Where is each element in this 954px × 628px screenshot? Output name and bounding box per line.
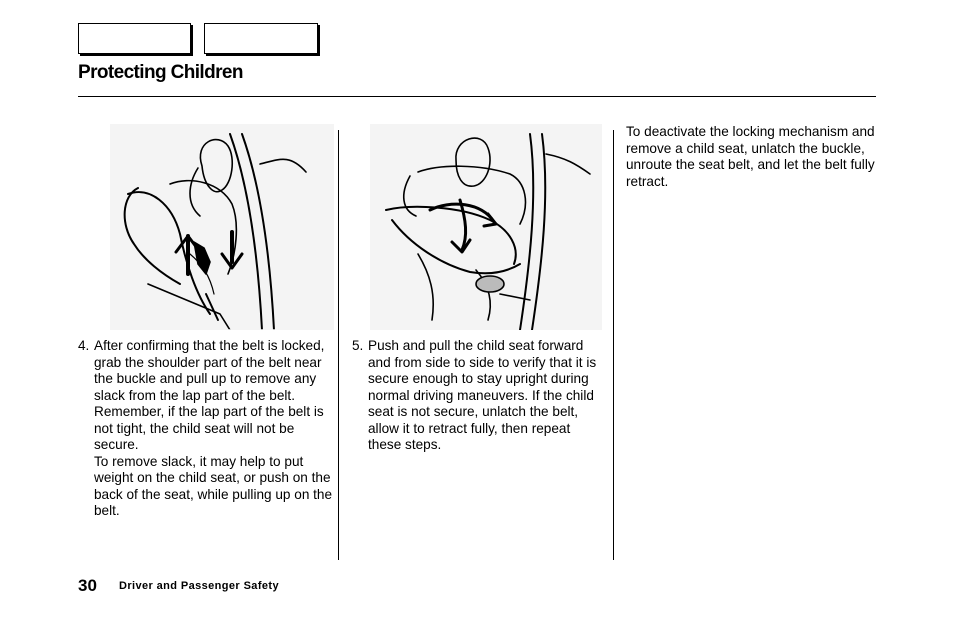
- nav-tab-2[interactable]: [204, 23, 318, 54]
- step-5: [352, 338, 607, 454]
- step-number: 4.: [78, 338, 90, 353]
- seat-shake-test-illustration: [370, 124, 602, 330]
- nav-tab-1[interactable]: [78, 23, 191, 54]
- step-4: [78, 338, 333, 520]
- column-divider-2: [613, 130, 614, 560]
- step-text: After confirming that the belt is locked, grab the shoulder part of the belt near the buckle and pull up to remove any slack from the lap part of the belt. Remember, if the lap part of the belt is not tight, the child seat will not be secure.: [94, 338, 325, 452]
- step-text: Push and pull the child seat forward and from side to side to verify that it is secure enough to stay upright during normal driving maneuvers. If the child seat is not secure, unlatch the belt, allow it to retract fully, then repeat these steps.: [368, 338, 597, 452]
- deactivate-instructions: To deactivate the locking mechanism and remove a child seat, unlatch the buckle, unroute the seat belt, and let the belt fully retract.: [626, 124, 875, 189]
- step-number: 5.: [352, 338, 364, 353]
- step-tip-text: To remove slack, it may help to put weight on the child seat, or push on the back of the seat, while pulling up on the belt.: [94, 453, 333, 518]
- title-divider: [78, 96, 876, 97]
- page-title: Protecting Children: [78, 62, 243, 83]
- belt-tightening-illustration: [110, 124, 334, 330]
- section-title: Driver and Passenger Safety: [119, 580, 279, 592]
- page-number: 30: [78, 576, 97, 595]
- column-divider-1: [338, 130, 339, 560]
